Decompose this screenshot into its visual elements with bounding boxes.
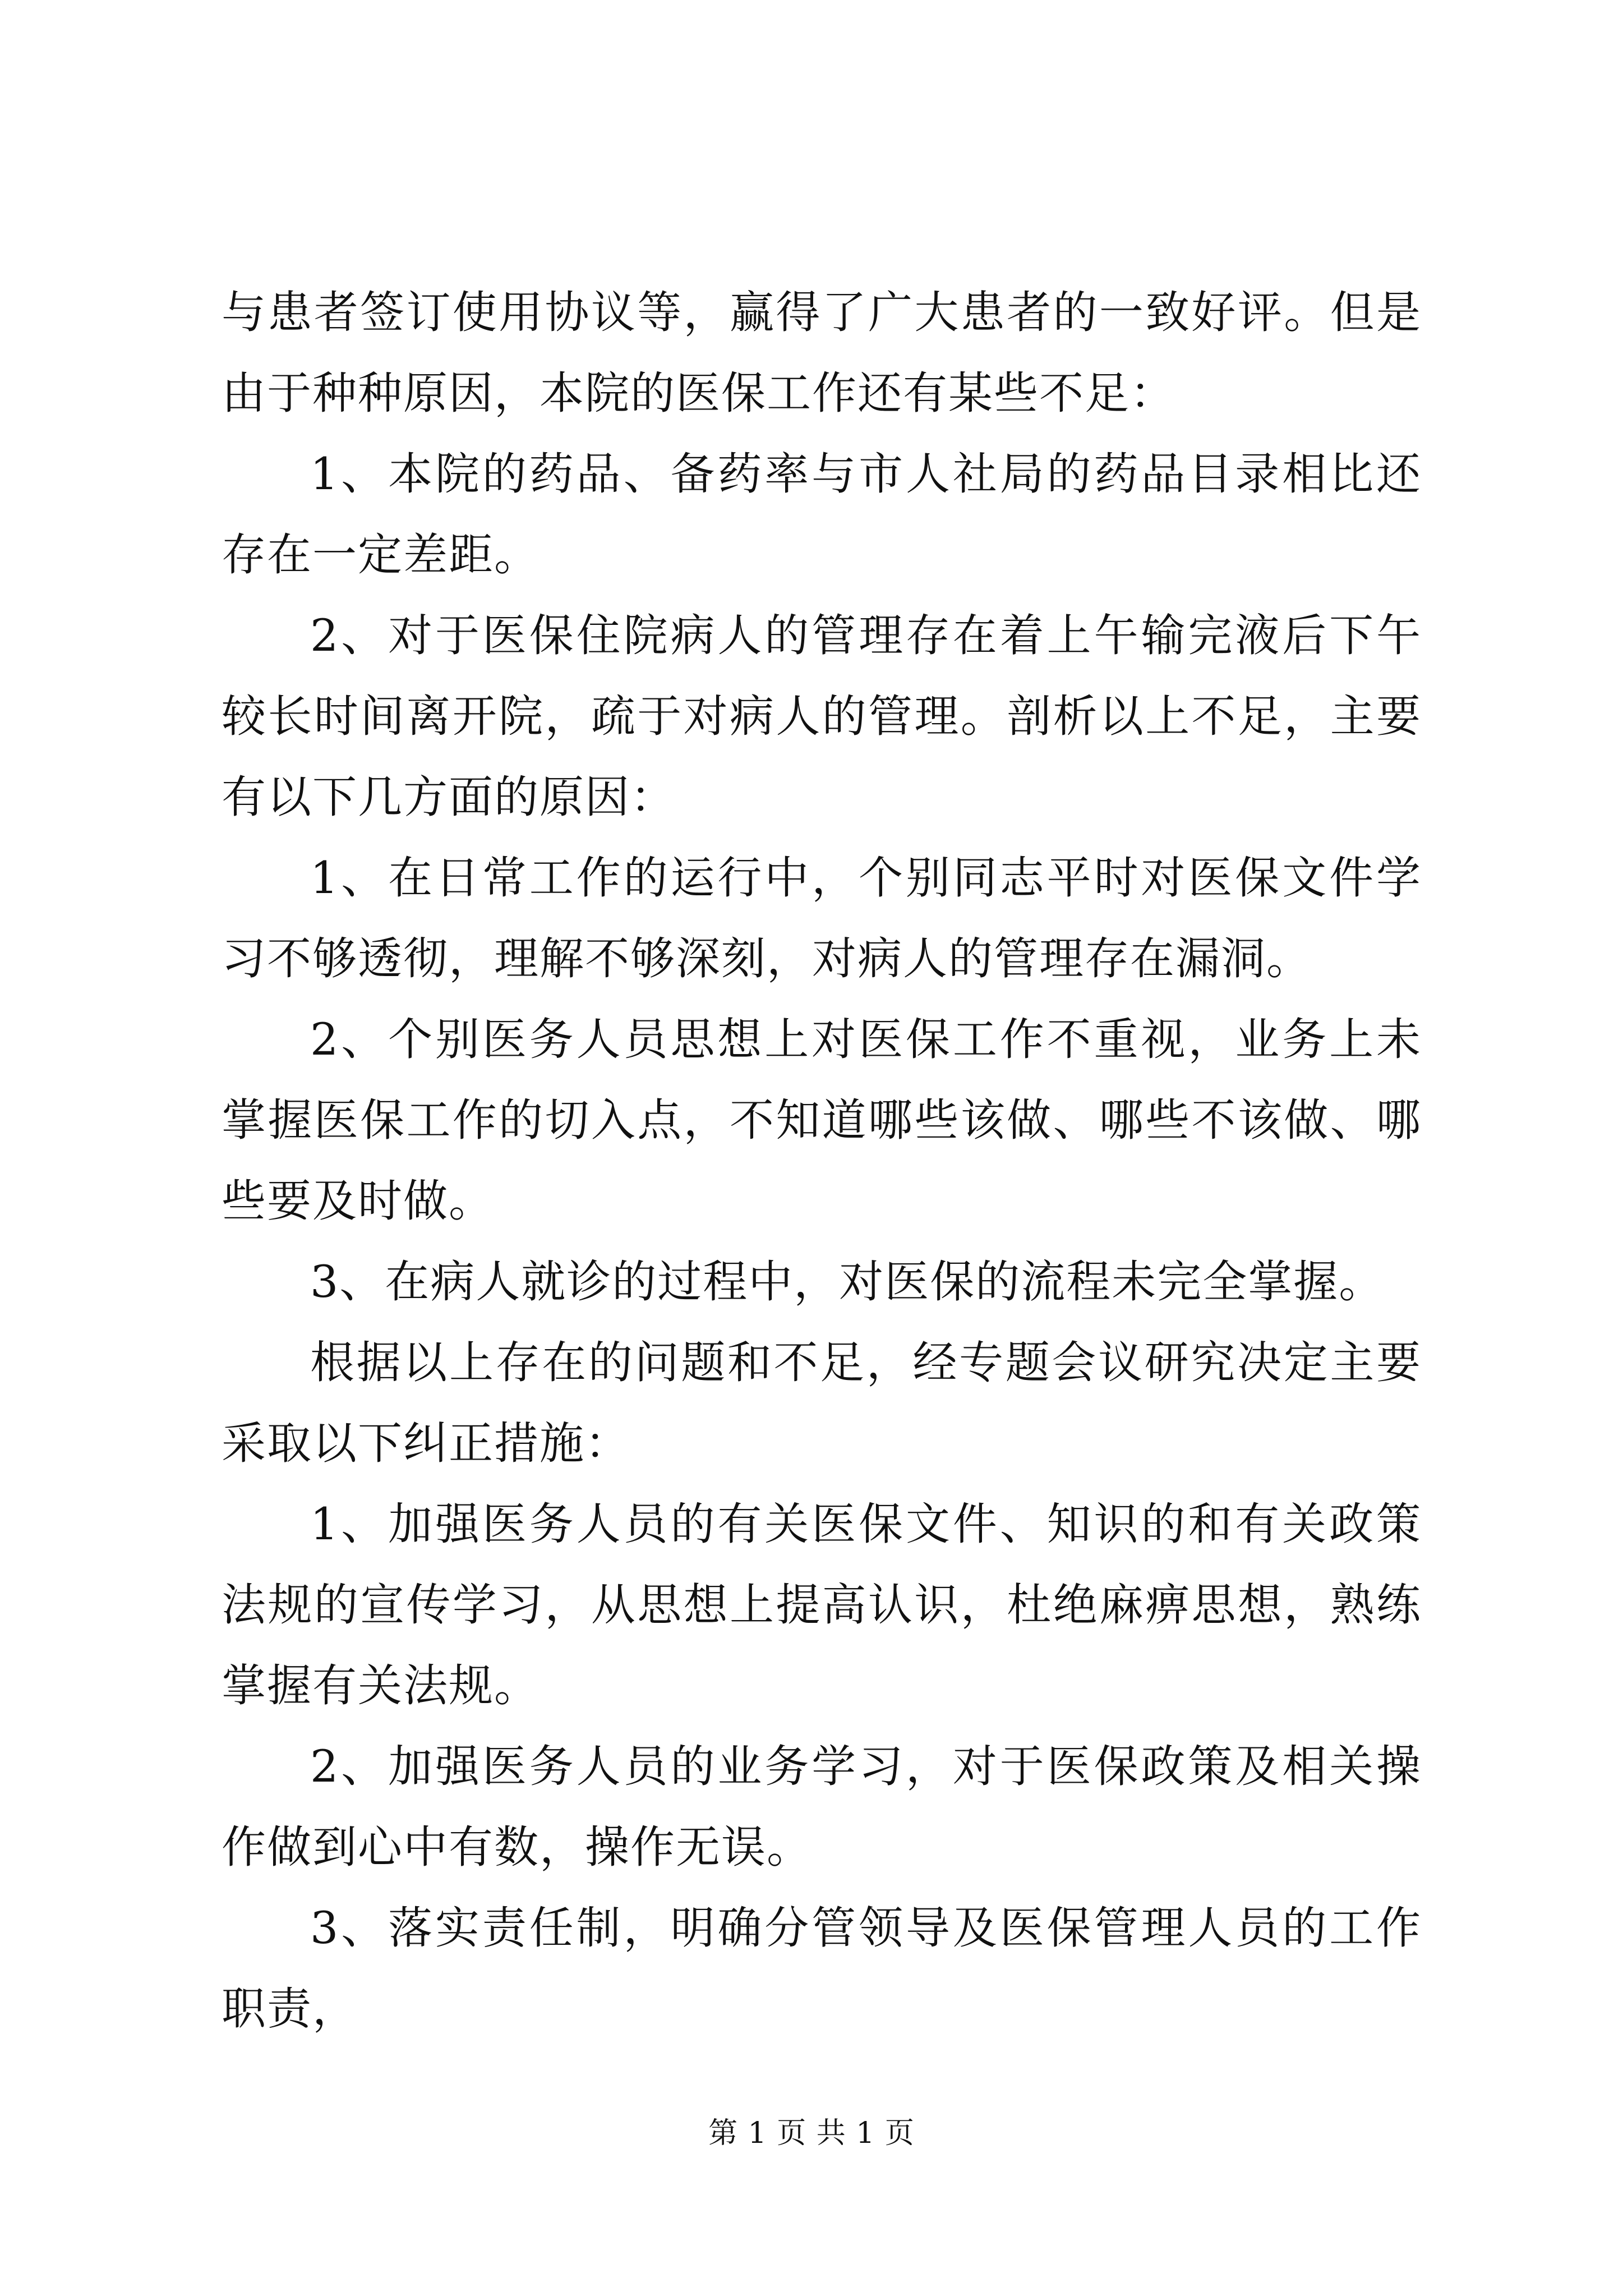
paragraph-3: 2、对于医保住院病人的管理存在着上午输完液后下午较长时间离开院，疏于对病人的管理。剖析以上不足，主要有以下几方面的原因：: [222, 610, 1422, 823]
paragraph-6: 3、在病人就诊的过程中，对医保的流程未完全掌握。: [310, 1256, 1385, 1308]
paragraph-10: 3、落实责任制，明确分管领导及医保管理人员的工作职责，: [222, 1902, 1422, 2035]
paragraph-9: 2、加强医务人员的业务学习，对于医保政策及相关操作做到心中有数，操作无误。: [222, 1741, 1422, 1873]
paragraph-5: 2、个别医务人员思想上对医保工作不重视，业务上未掌握医保工作的切入点，不知道哪些该做、哪些不该做、哪些要及时做。: [222, 1014, 1422, 1227]
paragraph-1: 与患者签订使用协议等，赢得了广大患者的一致好评。但是由于种种原因，本院的医保工作还有某些不足：: [222, 287, 1422, 419]
paragraph-4: 1、在日常工作的运行中，个别同志平时对医保文件学习不够透彻，理解不够深刻，对病人的管理存在漏洞。: [222, 852, 1422, 984]
document-body: [222, 272, 1422, 2049]
paragraph-7: 根据以上存在的问题和不足，经专题会议研究决定主要采取以下纠正措施：: [222, 1337, 1422, 1469]
paragraph-8: 1、加强医务人员的有关医保文件、知识的和有关政策法规的宣传学习，从思想上提高认识，杜绝麻痹思想，熟练掌握有关法规。: [222, 1498, 1422, 1711]
paragraph-2: 1、本院的药品、备药率与市人社局的药品目录相比还存在一定差距。: [222, 448, 1422, 581]
page-footer: 第 1 页 共 1 页: [708, 2116, 915, 2150]
